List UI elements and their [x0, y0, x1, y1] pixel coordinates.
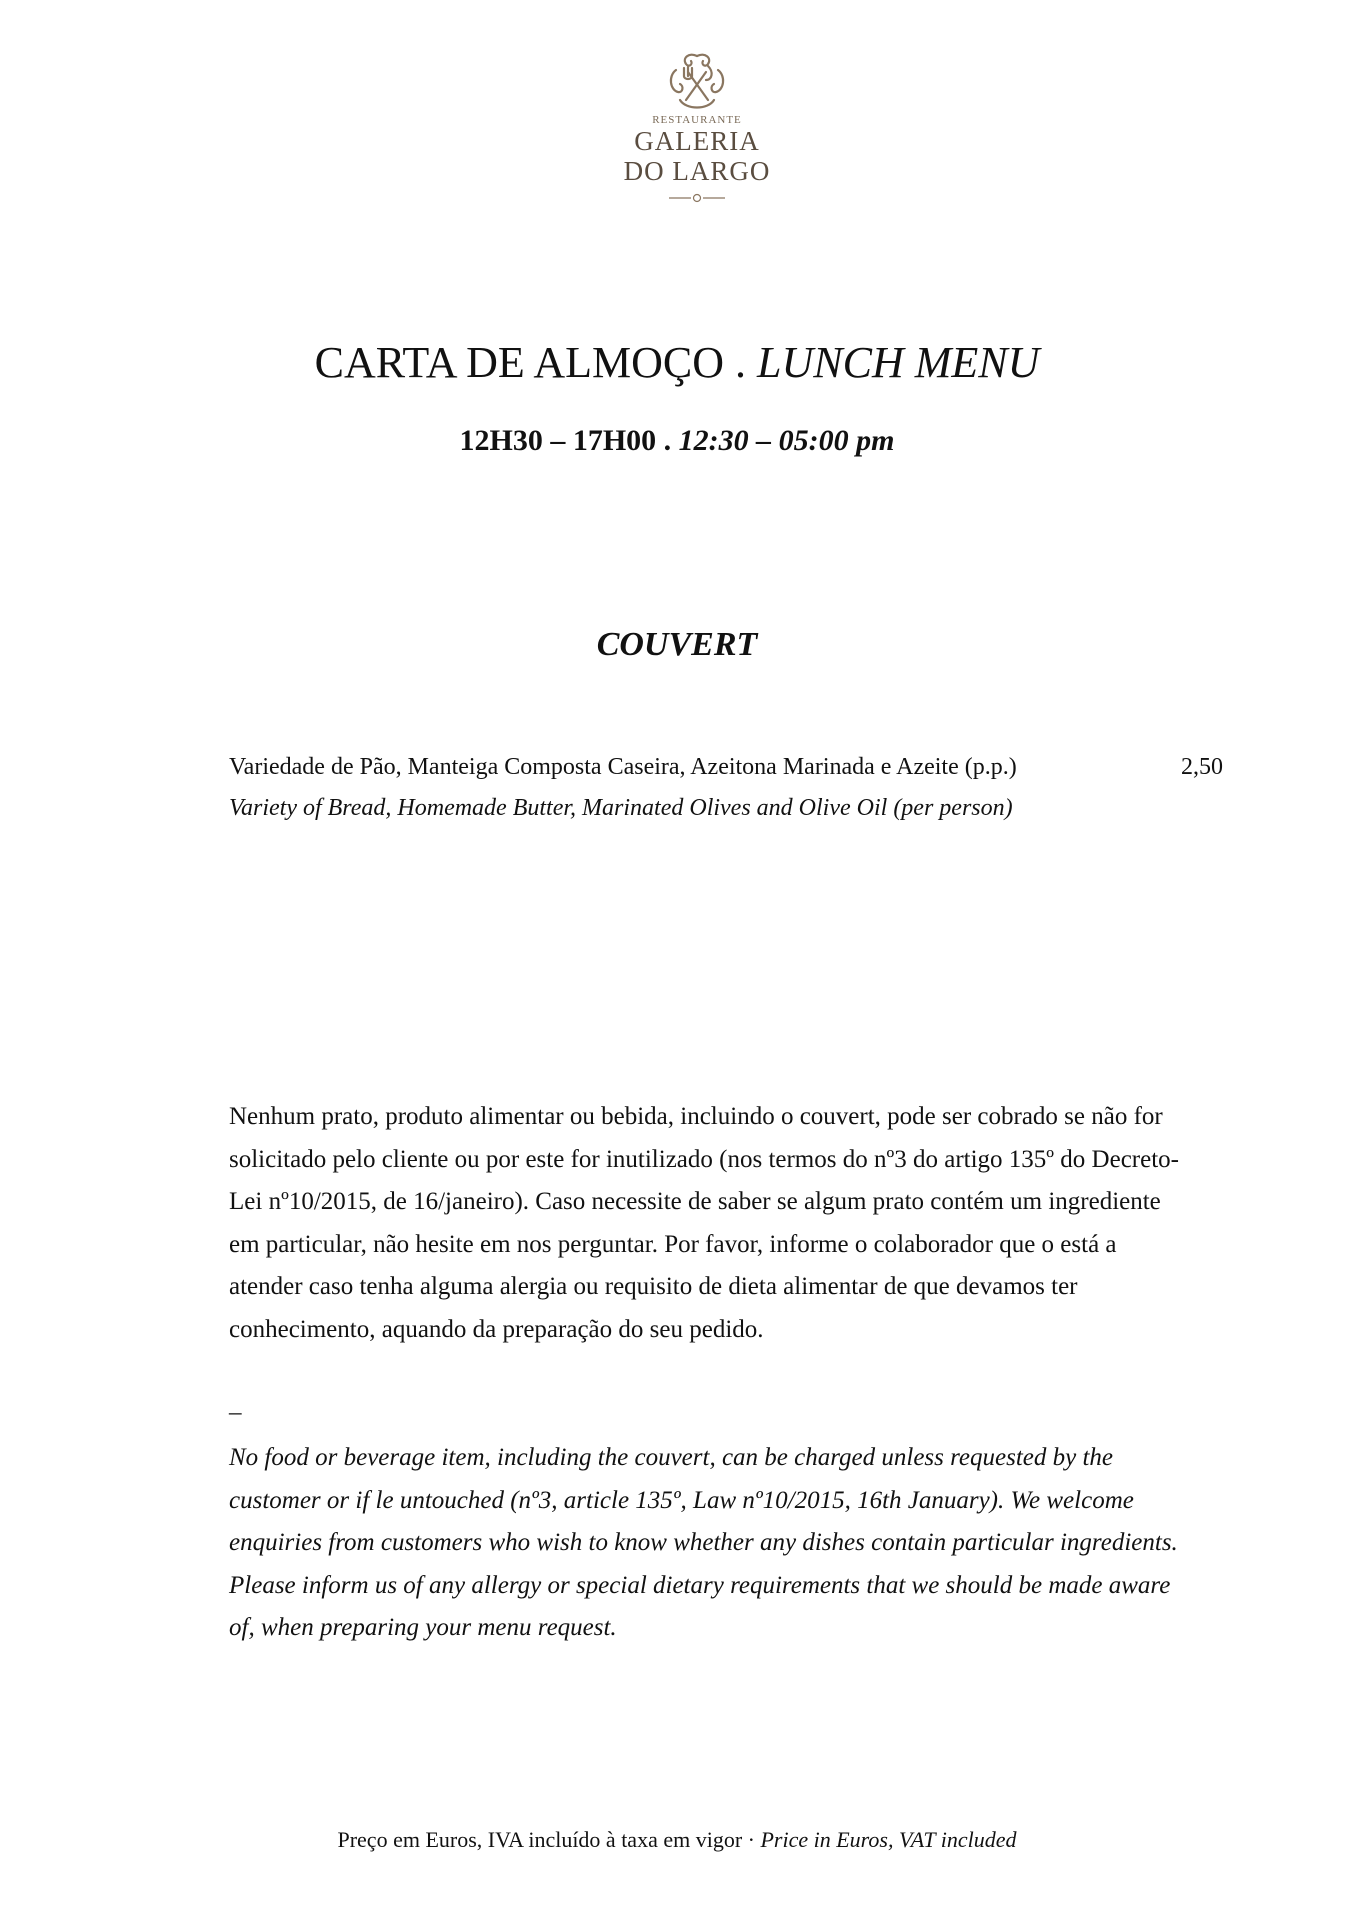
title-en: LUNCH MENU — [757, 338, 1040, 387]
opening-hours — [0, 423, 1354, 459]
flourish-divider-icon — [667, 192, 727, 204]
footer-pt: Preço em Euros, IVA incluído à taxa em vigor · — [337, 1827, 755, 1852]
notice-pt-text: Nenhum prato, produto alimentar ou bebida, incluindo o couvert, pode ser cobrado se não for solicitado pelo cliente ou por este for inutilizado (nos termos do nº3 do artigo 135º do Decreto-Lei nº10/2015, de 16/janeiro). Caso necessite de saber se algum prato contém um ingrediente em particular, não hesite em nos perguntar. Por favor, informe o colaborador que o está a atender caso tenha alguma alergia ou requisito de dieta alimentar de que devamos ter conhecimento, aquando da preparação do seu pedido. — [229, 1103, 1179, 1343]
price-footer — [0, 1826, 1354, 1854]
notice-english — [229, 1437, 1179, 1650]
notice-en-text-1: No food or beverage item, including the couvert, can be charged unless requested by the customer or if le untouched (nº3, article 135º, Law nº10/2015, 16th January). We welcome enquiries from customers who wish to know whether any dishes contain particular ingredients. — [229, 1444, 1178, 1556]
footer-en: Price in Euros, VAT included — [760, 1827, 1017, 1852]
restaurant-logo — [597, 50, 797, 230]
logo-name-line2: DO LARGO — [623, 156, 771, 186]
hours-en: 12:30 – 05:00 pm — [678, 424, 895, 457]
notice-en-text-2: Please inform us of any allergy or special dietary requirements that we should be made aware of, when preparing your menu request. — [229, 1571, 1171, 1641]
hours-pt: 12H30 – 17H00 . — [459, 424, 672, 457]
notice-separator: _ — [229, 1390, 242, 1417]
logo-name-line1: GALERIA — [634, 126, 760, 156]
logo-restaurante-label: RESTAURANTE — [652, 114, 742, 126]
section-title-couvert: COUVERT — [596, 626, 758, 663]
menu-item-price: 2,50 — [1181, 754, 1223, 780]
menu-item-name-pt: Variedade de Pão, Manteiga Composta Caseira, Azeitona Marinada e Azeite (p.p.) — [229, 754, 1017, 780]
title-pt: CARTA DE ALMOÇO . — [314, 338, 747, 387]
menu-item-name-en: Variety of Bread, Homemade Butter, Marinated Olives and Olive Oil (per person) — [229, 795, 1013, 821]
notice-portuguese — [229, 1096, 1179, 1351]
fork-knife-crest-icon — [662, 50, 732, 120]
page-title — [0, 338, 1354, 388]
